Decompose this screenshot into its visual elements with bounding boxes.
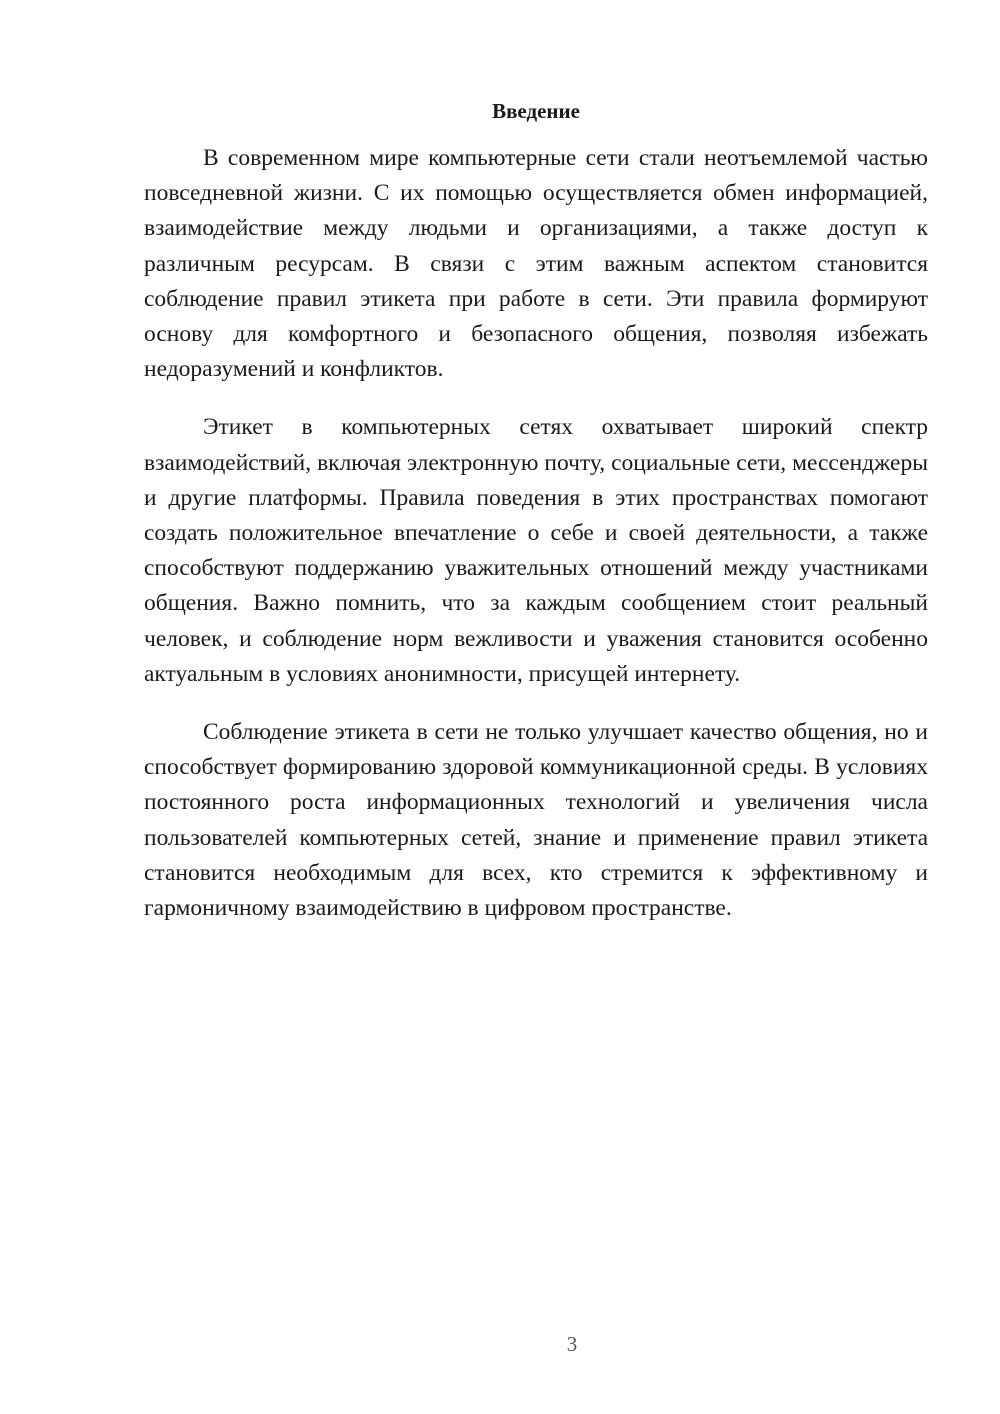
page-number: 3 bbox=[566, 1332, 578, 1356]
body-text bbox=[144, 141, 928, 949]
paragraph-1: В современном мире компьютерные сети стали неотъемлемой частью повседневной жизни. С их помощью осуществляется обмен информацией, взаимодействие между людьми и организациями, а также доступ к различным ресурсам. В связи с этим важным аспектом становится соблюдение правил этикета при работе в сети. Эти правила формируют основу для комфортного и безопасного общения, позволяя избежать недоразумений и конфликтов. bbox=[144, 145, 928, 383]
paragraph-3: Соблюдение этикета в сети не только улучшает качество общения, но и способствует формированию здоровой коммуникационной среды. В условиях постоянного роста информационных технологий и увеличения числа пользователей компьютерных сетей, знание и применение правил этикета становится необходимым для всех, кто стремится к эффективному и гармоничному взаимодействию в цифровом пространстве. bbox=[144, 719, 928, 922]
section-title: Введение bbox=[492, 99, 580, 123]
paragraph-2: Этикет в компьютерных сетях охватывает широкий спектр взаимодействий, включая электронную почту, социальные сети, мессенджеры и другие платформы. Правила поведения в этих пространствах помогают создать положительное впечатление о себе и своей деятельности, а также способствуют поддержанию уважительных отношений между участниками общения. Важно помнить, что за каждым сообщением стоит реальный человек, и соблюдение норм вежливости и уважения становится особенно актуальным в условиях анонимности, присущей интернету. bbox=[144, 414, 928, 687]
